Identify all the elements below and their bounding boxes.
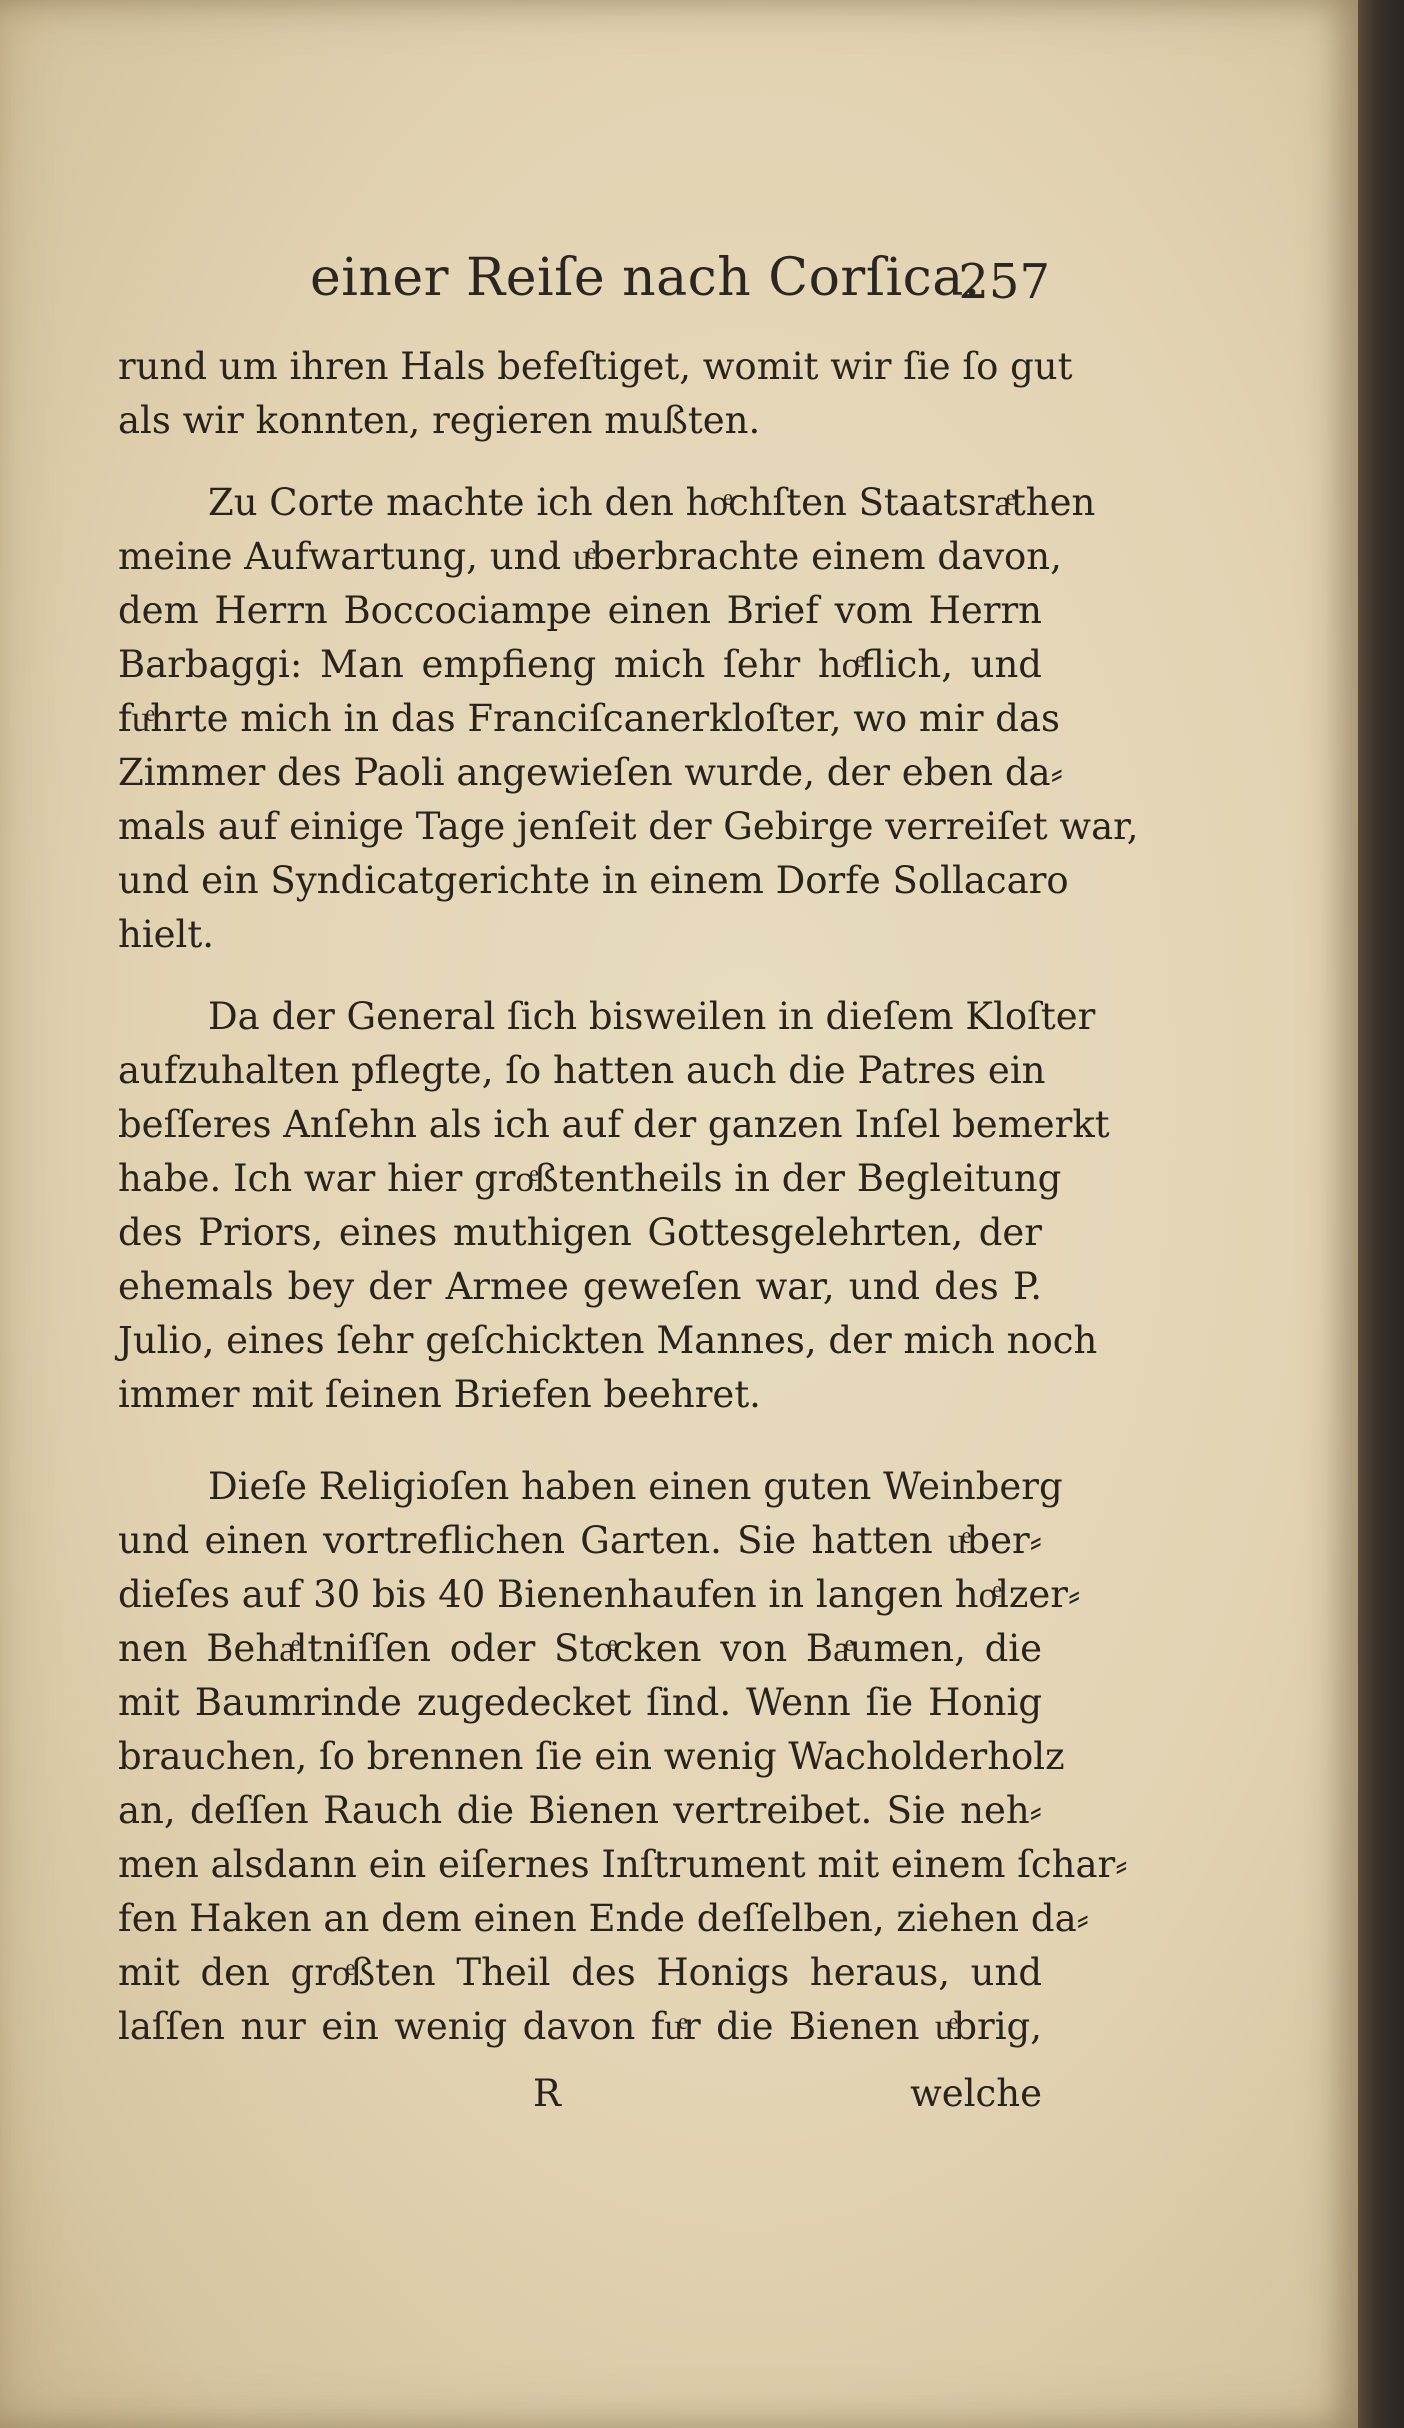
text-line: meine Aufwartung, und uͤberbrachte einem davon,	[118, 535, 1062, 578]
text-line: mals auf einige Tage jenſeit der Gebirge verreiſet war,	[118, 805, 1139, 848]
text-line: ehemals bey der Armee geweſen war, und des P.	[118, 1265, 1042, 1308]
text-line: men alsdann ein eiſernes Inſtrument mit einem ſchar⸗	[118, 1843, 1128, 1886]
text-line: Barbaggi: Man empfieng mich ſehr hoͤflich, und	[118, 643, 1042, 686]
book-edge	[1358, 0, 1404, 2428]
page-number: 257	[958, 254, 1050, 310]
text-line: Zu Corte machte ich den hoͤchſten Staatsraͤthen	[208, 481, 1096, 524]
text-line: fuͤhrte mich in das Franciſcanerkloſter, wo mir das	[118, 697, 1061, 740]
text-line: Da der General ſich bisweilen in dieſem Kloſter	[208, 995, 1096, 1038]
text-line: und einen vortreflichen Garten. Sie hatten uͤber⸗	[118, 1519, 1042, 1562]
text-line: dieſes auf 30 bis 40 Bienenhaufen in langen hoͤlzer⸗	[118, 1573, 1081, 1616]
text-line: mit Baumrinde zugedecket ſind. Wenn ſie Honig	[118, 1681, 1042, 1724]
text-line: Zimmer des Paoli angewieſen wurde, der eben da⸗	[118, 751, 1063, 794]
text-line: Julio, eines ſehr geſchickten Mannes, der mich noch	[118, 1319, 1098, 1362]
text-line: habe. Ich war hier groͤßtentheils in der Begleitung	[118, 1157, 1062, 1200]
running-header	[310, 248, 1050, 318]
text-line: immer mit ſeinen Briefen beehret.	[118, 1373, 761, 1416]
running-title: einer Reiſe nach Corſica.	[310, 248, 981, 308]
text-line: brauchen, ſo brennen ſie ein wenig Wacholderholz	[118, 1735, 1065, 1778]
text-line: nen Behaͤltniſſen oder Stoͤcken von Baͤumen, die	[118, 1627, 1042, 1670]
catchword: welche	[910, 2072, 1042, 2115]
text-line: mit den groͤßten Theil des Honigs heraus, und	[118, 1951, 1042, 1994]
text-line: beſſeres Anſehn als ich auf der ganzen Inſel bemerkt	[118, 1103, 1110, 1146]
text-line: an, deſſen Rauch die Bienen vertreibet. Sie neh⸗	[118, 1789, 1042, 1832]
text-line: aufzuhalten pflegte, ſo hatten auch die Patres ein	[118, 1049, 1046, 1092]
text-line: laſſen nur ein wenig davon fuͤr die Bienen uͤbrig,	[118, 2005, 1042, 2048]
text-line: fen Haken an dem einen Ende deſſelben, ziehen da⸗	[118, 1897, 1089, 1940]
signature-mark: R	[533, 2072, 561, 2115]
page-footer	[118, 2072, 1042, 2126]
text-line: als wir konnten, regieren mußten.	[118, 399, 761, 442]
text-line: des Priors, eines muthigen Gottesgelehrten, der	[118, 1211, 1042, 1254]
text-line: dem Herrn Boccociampe einen Brief vom Herrn	[118, 589, 1042, 632]
text-line: rund um ihren Hals befeſtiget, womit wir ſie ſo gut	[118, 345, 1073, 388]
body-text	[118, 340, 1139, 2054]
text-line: Dieſe Religioſen haben einen guten Weinberg	[208, 1465, 1063, 1508]
text-line: hielt.	[118, 913, 215, 956]
text-line: und ein Syndicatgerichte in einem Dorfe Sollacaro	[118, 859, 1069, 902]
